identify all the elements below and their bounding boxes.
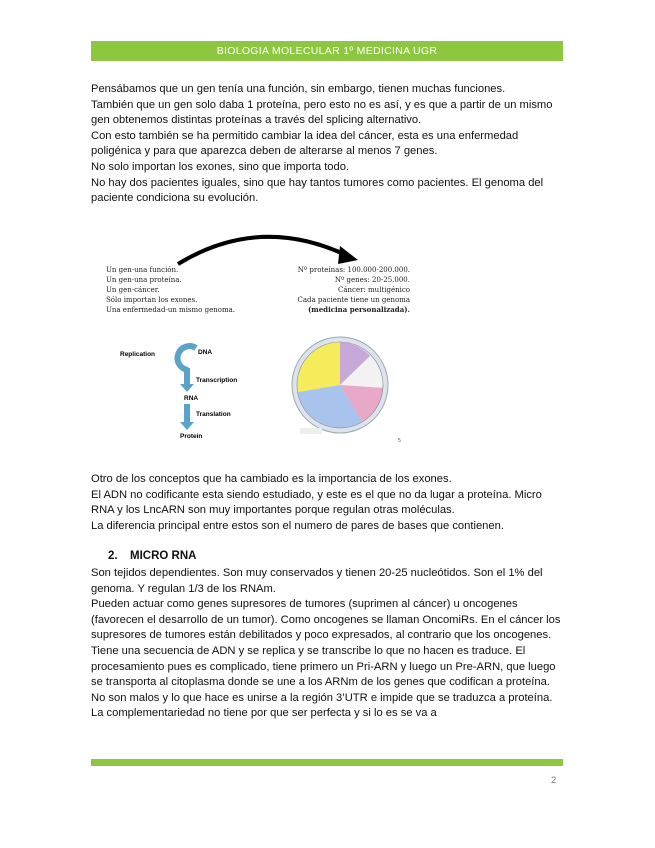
lecture-figure (100, 220, 440, 460)
figure-graphics (100, 220, 440, 460)
new-idea: Nº proteínas: 100.000-200.000. (297, 266, 410, 274)
paragraph: Otro de los conceptos que ha cambiado es la importancia de los exones. (91, 473, 452, 485)
middle-text (91, 472, 566, 534)
footer-rule (91, 759, 563, 766)
arrow-shaft (184, 368, 190, 386)
central-dogma-diagram (120, 346, 237, 440)
paragraph: No solo importan los exones, sino que importa todo. (91, 160, 350, 173)
genome-pie (292, 337, 401, 444)
new-idea: (medicina personalizada). (308, 305, 410, 314)
arrow-down-icon (180, 422, 194, 430)
paragraph: Con esto también se ha permitido cambiar la idea del cáncer, esta es una enfermedad poligénica y para que aparezca deben de alterarse al menos 7 genes. (91, 129, 519, 158)
rna-label: RNA (184, 395, 199, 402)
section-number: 2. (108, 550, 118, 562)
pie-legend-box (300, 428, 322, 434)
new-idea: Nº genes: 20-25.000. (334, 276, 410, 284)
old-idea: Un gen-cáncer. (106, 286, 160, 294)
header-bar (91, 41, 563, 61)
pie-slice (297, 342, 340, 392)
replication-loop-icon (178, 346, 196, 370)
old-idea: Una enfermedad-un mismo genoma. (106, 306, 235, 314)
section-heading (108, 550, 196, 562)
old-idea: Un gen-una función. (106, 266, 179, 274)
page-number: 2 (551, 775, 557, 786)
arrowhead-icon (338, 246, 358, 264)
dna-label: DNA (198, 349, 213, 356)
section-title: MICRO RNA (130, 550, 197, 562)
old-idea: Sólo importan los exones. (106, 296, 198, 304)
intro-text (91, 82, 566, 207)
paragraph: También que un gen solo daba 1 proteína, pero esto no es así, y es que a partir de un mismo gen obtenemos distintas proteínas a través del splicing alternativo. (91, 98, 553, 127)
new-idea: Cada paciente tiene un genoma (297, 296, 410, 304)
paragraph: Tiene una secuencia de ADN y se replica y se transcribe lo que no hacen es traduce. El procesamiento pues es complicado, tiene primero un Pri-ARN y luego un Pre-ARN, que luego se transporta al citoplasma donde se une a los ARNm de los genes que codifican a proteína. No son malos y lo que hace es unirse a la región 3’UTR e impide que se traduzca a proteína. La complementariedad no tiene por que ser perfecta y si lo es se va a (91, 644, 556, 720)
paragraph: Son tejidos dependientes. Son muy conservados y tienen 20-25 nucleótidos. Son el 1% del genoma. Y regulan 1/3 de los RNAm. (91, 567, 543, 595)
paragraph: La diferencia principal entre estos son el numero de pares de bases que contienen. (91, 519, 504, 532)
new-idea: Cáncer: multigénico (338, 286, 410, 294)
paragraph: El ADN no codificante esta siendo estudiado, y este es el que no da lugar a proteína. Micro RNA y los LncARN son muy importantes porque regulan otras moléculas. (91, 488, 542, 517)
transcription-label: Transcription (196, 377, 238, 384)
slide-number: 5 (398, 438, 401, 444)
arrow-shaft (184, 404, 190, 424)
old-idea: Un gen-una proteína. (106, 276, 182, 284)
curved-arrow-icon (178, 237, 348, 264)
paragraph: No hay dos pacientes iguales, sino que hay tantos tumores como pacientes. El genoma del paciente condiciona su evolución. (91, 176, 544, 205)
translation-label: Translation (196, 411, 231, 418)
paragraph: Pensábamos que un gen tenía una función, sin embargo, tienen muchas funciones. (91, 83, 506, 95)
replication-label: Replication (120, 351, 156, 358)
arrow-down-icon (180, 384, 194, 392)
protein-label: Protein (180, 433, 203, 440)
micro-rna-text (91, 566, 566, 722)
header-title: BIOLOGIA MOLECULAR 1º MEDICINA UGR (216, 45, 438, 57)
paragraph: Pueden actuar como genes supresores de tumores (suprimen al cáncer) u oncogenes (favorecen el desarrollo de un tumor). Como oncogenes se llaman OncomiRs. En el cáncer los supresores de tumores están debilitados y poco expresados, al contrario que los oncogenes. (91, 598, 561, 642)
